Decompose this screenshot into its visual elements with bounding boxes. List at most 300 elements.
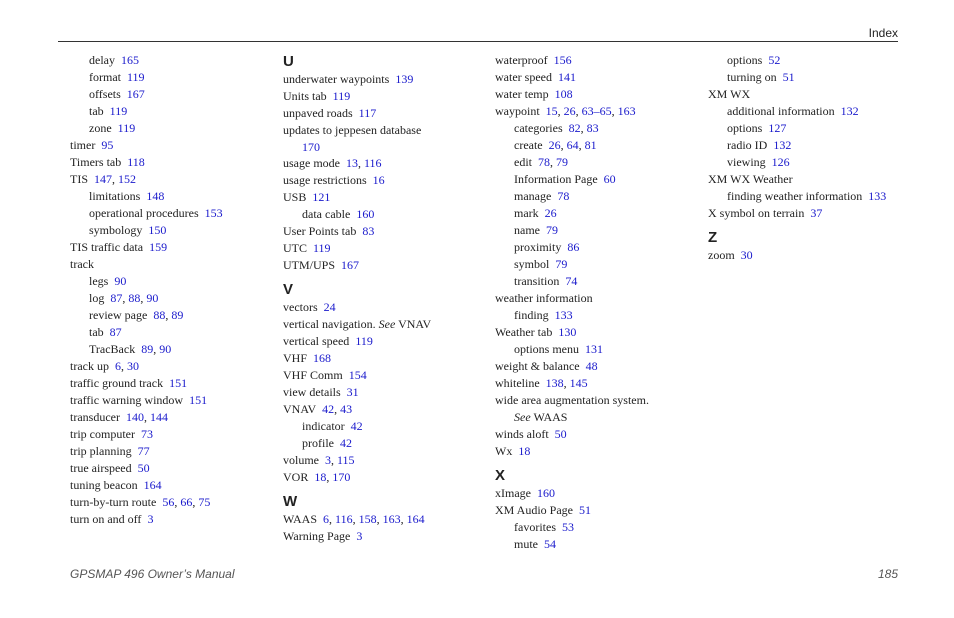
page-link[interactable]: 151 [169, 376, 188, 390]
entry-term: WAAS [283, 512, 318, 526]
page-references [318, 300, 336, 314]
index-subentry [495, 154, 700, 171]
page-link[interactable]: 138 [545, 376, 564, 390]
page-link[interactable]: 42 [350, 419, 363, 433]
index-entry [283, 384, 488, 401]
page-link[interactable]: 140 [125, 410, 144, 424]
page-references [302, 140, 320, 154]
page-link[interactable]: 42 [340, 436, 352, 450]
page-link[interactable]: 90 [114, 274, 127, 288]
page-references: 88, 89 [153, 308, 184, 322]
page-references [349, 334, 373, 348]
page-link[interactable]: 50 [137, 461, 150, 475]
page-references [138, 478, 162, 492]
entry-term: track [70, 257, 94, 271]
entry-term: indicator [302, 419, 345, 433]
page-link[interactable]: 90 [146, 291, 159, 305]
page-link[interactable]: 16 [372, 173, 385, 187]
index-entry [70, 137, 275, 154]
entry-term: XM WX [708, 87, 751, 101]
page-link[interactable]: 121 [312, 190, 331, 204]
page-references [540, 223, 558, 237]
index-entry [283, 401, 488, 418]
entry-term: turn on and off [70, 512, 142, 526]
page-link[interactable]: 79 [556, 155, 568, 169]
header-rule [58, 41, 898, 42]
page-link[interactable]: 156 [553, 53, 572, 67]
page-link[interactable]: 3 [147, 512, 154, 526]
page-references [862, 189, 886, 203]
page-link[interactable]: 168 [313, 351, 332, 365]
entry-term: categories [514, 121, 563, 135]
entry-term: zone [89, 121, 112, 135]
page-link[interactable]: 13 [345, 156, 358, 170]
page-references [142, 223, 166, 237]
page-link[interactable]: 108 [554, 87, 573, 101]
page-link[interactable]: 119 [117, 121, 136, 135]
entry-term: transition [514, 274, 560, 288]
page-link[interactable]: 163 [382, 512, 401, 526]
page-references [163, 376, 187, 390]
page-link[interactable]: 88 [128, 291, 141, 305]
index-entry [283, 469, 488, 486]
page-link[interactable]: 3 [325, 453, 331, 467]
page-references [598, 172, 616, 186]
page-link[interactable]: 77 [137, 444, 150, 458]
page-references [539, 206, 557, 220]
index-subentry [495, 341, 700, 358]
index-subentry [495, 273, 700, 290]
page-references: 3, 115 [325, 453, 355, 467]
page-link[interactable]: 167 [126, 87, 145, 101]
index-entry [495, 375, 700, 392]
entry-term: trip computer [70, 427, 135, 441]
page-link[interactable]: 139 [395, 72, 414, 86]
page-link[interactable]: 75 [198, 495, 211, 509]
index-subentry [495, 137, 700, 154]
page-link[interactable]: 26 [544, 206, 557, 220]
index-entry [283, 71, 488, 88]
page-link[interactable]: 119 [355, 334, 373, 348]
page-link[interactable]: 43 [340, 402, 353, 416]
index-entry [495, 392, 700, 409]
page-link[interactable]: 18 [314, 470, 327, 484]
page-references [367, 173, 385, 187]
index-entry [283, 88, 488, 105]
index-subentry [283, 139, 488, 155]
page-link[interactable]: 87 [110, 291, 123, 305]
page-references [356, 224, 374, 238]
index-entry [495, 426, 700, 443]
page-references [556, 520, 574, 534]
page-link[interactable]: 164 [143, 478, 162, 492]
entry-term: Information Page [514, 172, 598, 186]
index-entry [283, 511, 488, 528]
entry-term: operational procedures [89, 206, 199, 220]
index-entry [283, 299, 488, 316]
entry-term: Weather tab [495, 325, 553, 339]
page-link[interactable]: 152 [118, 172, 136, 186]
index-subentry [70, 86, 275, 103]
page-link[interactable]: 160 [356, 207, 375, 221]
index-subentry [70, 103, 275, 120]
page-link[interactable]: 164 [406, 512, 425, 526]
page-link[interactable]: 116 [335, 512, 353, 526]
entry-term: Wx [495, 444, 513, 458]
page-link[interactable]: 50 [554, 427, 567, 441]
page-link[interactable]: 83 [362, 224, 375, 238]
entry-term: vectors [283, 300, 318, 314]
page-link[interactable]: 160 [536, 486, 555, 500]
entry-term: symbol [514, 257, 550, 271]
page-link[interactable]: 31 [346, 385, 359, 399]
entry-term: UTM/UPS [283, 258, 336, 272]
page-link[interactable]: 119 [109, 104, 128, 118]
page-link[interactable]: 86 [567, 240, 580, 254]
page-link[interactable]: 54 [544, 537, 556, 551]
see-reference-label: See [514, 410, 531, 424]
entry-term: TIS [70, 172, 88, 186]
page-link[interactable]: 119 [127, 70, 145, 84]
entry-term: underwater waypoints [283, 72, 390, 86]
page-references [549, 308, 573, 322]
index-subentry [708, 52, 913, 69]
index-entry [283, 122, 488, 139]
page-references [341, 385, 359, 399]
page-link[interactable]: 63–65 [581, 104, 612, 118]
page-link[interactable]: 52 [768, 53, 781, 67]
page-references: 140, 144 [125, 410, 168, 424]
page-references [512, 444, 530, 458]
index-subentry [708, 137, 913, 154]
index-subentry [708, 154, 913, 171]
page-references: 56, 66, 75 [162, 495, 211, 509]
index-entry [495, 358, 700, 375]
page-link[interactable]: 116 [363, 156, 382, 170]
entry-term: User Points tab [283, 224, 357, 238]
index-entry [70, 409, 275, 426]
page-link[interactable]: 81 [584, 138, 597, 152]
page-references [183, 393, 207, 407]
entry-term: TracBack [89, 342, 136, 356]
page-link[interactable]: 119 [332, 89, 351, 103]
entry-term: review page [89, 308, 148, 322]
entry-term: USB [283, 190, 307, 204]
page-link[interactable]: 30 [740, 248, 753, 262]
page-link[interactable]: 131 [585, 342, 603, 356]
page-link[interactable]: 147 [94, 172, 112, 186]
page-link[interactable]: 82 [568, 121, 581, 135]
entry-term: edit [514, 155, 532, 169]
page-references [141, 512, 153, 526]
entry-term: limitations [89, 189, 141, 203]
page-link[interactable]: 79 [546, 223, 558, 237]
page-references [108, 274, 126, 288]
entry-term: VNAV [283, 402, 317, 416]
index-subentry [708, 120, 913, 137]
page-references [104, 325, 122, 339]
page-references [552, 70, 576, 84]
page-link[interactable]: 30 [126, 359, 139, 373]
page-references: 26, 64, 81 [548, 138, 597, 152]
entry-term: usage mode [283, 156, 340, 170]
index-subentry [495, 205, 700, 222]
page-references [573, 503, 591, 517]
entry-term: name [514, 223, 540, 237]
index-subentry [495, 188, 700, 205]
page-link[interactable]: 126 [771, 155, 790, 169]
page-link[interactable]: 153 [204, 206, 223, 220]
entry-term: options [727, 53, 763, 67]
entry-term: proximity [514, 240, 562, 254]
entry-term: weather information [495, 291, 593, 305]
index-entry [283, 316, 488, 333]
page-references [350, 529, 362, 543]
entry-term: data cable [302, 207, 351, 221]
page-references [115, 53, 139, 67]
index-subentry [70, 222, 275, 239]
page-link[interactable]: 87 [109, 325, 122, 339]
page-references [766, 155, 790, 169]
page-link[interactable]: 79 [555, 257, 568, 271]
entry-term: symbology [89, 223, 143, 237]
entry-term: XM Audio Page [495, 503, 573, 517]
entry-term: profile [302, 436, 334, 450]
page-link[interactable]: 159 [149, 240, 168, 254]
index-subentry [70, 52, 275, 69]
index-entry [283, 367, 488, 384]
page-link[interactable]: 74 [565, 274, 578, 288]
page-link[interactable]: 51 [782, 70, 795, 84]
index-entry [283, 333, 488, 350]
index-entry [70, 443, 275, 460]
page-references [327, 89, 351, 103]
page-references [334, 436, 352, 450]
page-link[interactable]: 60 [603, 172, 616, 186]
page-link[interactable]: 145 [569, 376, 588, 390]
page-references: 138, 145 [545, 376, 588, 390]
page-link[interactable]: 89 [171, 308, 184, 322]
entry-term: create [514, 138, 543, 152]
entry-term: true airspeed [70, 461, 132, 475]
page-references [835, 104, 859, 118]
index-entry [70, 239, 275, 256]
page-link[interactable]: 78 [557, 189, 570, 203]
page-link[interactable]: 15 [545, 104, 558, 118]
page-references [549, 87, 573, 101]
page-link[interactable]: 170 [302, 140, 320, 154]
index-entry [495, 485, 700, 502]
entry-term: favorites [514, 520, 556, 534]
page-link[interactable]: 141 [557, 70, 576, 84]
entry-term: turn-by-turn route [70, 495, 157, 509]
page-link[interactable]: 88 [153, 308, 166, 322]
page-references [345, 419, 363, 433]
page-references: 13, 116 [345, 156, 382, 170]
page-link[interactable]: 73 [140, 427, 153, 441]
index-entry [283, 172, 488, 189]
page-link[interactable]: 127 [768, 121, 787, 135]
page-link[interactable]: 167 [341, 258, 360, 272]
page-references [549, 257, 567, 271]
entry-term: traffic ground track [70, 376, 164, 390]
index-subentry [495, 307, 700, 324]
page-references [121, 70, 145, 84]
page-link[interactable]: 66 [180, 495, 193, 509]
page-link[interactable]: 144 [149, 410, 168, 424]
index-subentry [495, 409, 700, 426]
index-entry [70, 154, 275, 171]
page-link[interactable]: 132 [773, 138, 792, 152]
page-link[interactable]: 154 [348, 368, 367, 382]
page-link[interactable]: 3 [356, 529, 363, 543]
index-subentry [70, 205, 275, 222]
page-references [307, 351, 331, 365]
entry-term: delay [89, 53, 115, 67]
page-references [199, 206, 223, 220]
entry-term: traffic warning window [70, 393, 184, 407]
page-link[interactable]: 148 [146, 189, 165, 203]
entry-term: Units tab [283, 89, 327, 103]
page-references [121, 155, 145, 169]
entry-term: weight & balance [495, 359, 580, 373]
page-references [307, 241, 331, 255]
page-link[interactable]: 51 [579, 503, 591, 517]
page-link[interactable]: 26 [563, 104, 576, 118]
page-link[interactable]: 119 [313, 241, 331, 255]
index-entry [495, 103, 700, 120]
index-subentry [708, 188, 913, 205]
index-subentry [495, 171, 700, 188]
index-subentry [70, 273, 275, 290]
index-entry [283, 528, 488, 545]
index-entry [70, 171, 275, 188]
page-references [353, 106, 377, 120]
index-subentry [495, 120, 700, 137]
page-link[interactable]: 78 [538, 155, 550, 169]
entry-term: track up [70, 359, 109, 373]
page-link[interactable]: 56 [162, 495, 175, 509]
page-references: 15, 26, 63–65, 163 [545, 104, 636, 118]
index-letter-heading: Z [708, 229, 718, 246]
index-entry [70, 494, 275, 511]
entry-term: VHF [283, 351, 308, 365]
index-subentry [283, 206, 488, 223]
page-link[interactable]: 48 [585, 359, 598, 373]
index-subentry [70, 69, 275, 86]
page-references [389, 72, 413, 86]
index-entry [283, 240, 488, 257]
see-reference-target: VNAV [398, 317, 432, 331]
entry-term: zoom [708, 248, 735, 262]
page-references [104, 104, 128, 118]
index-subentry [495, 519, 700, 536]
page-references: 147, 152 [94, 172, 136, 186]
page-link[interactable]: 150 [148, 223, 167, 237]
index-subentry [708, 103, 913, 120]
page-link[interactable]: 37 [810, 206, 823, 220]
page-link[interactable]: 95 [101, 138, 114, 152]
page-link[interactable]: 6 [114, 359, 121, 373]
entry-term: tuning beacon [70, 478, 138, 492]
page-link[interactable]: 53 [561, 520, 574, 534]
entry-term: updates to jeppesen database [283, 123, 422, 137]
page-link[interactable]: 42 [322, 402, 335, 416]
index-entry [70, 426, 275, 443]
entry-term: transducer [70, 410, 120, 424]
index-entry [283, 155, 488, 172]
page-link[interactable]: 133 [868, 189, 887, 203]
page-link[interactable]: 89 [141, 342, 154, 356]
entry-term: finding [514, 308, 549, 322]
page-link[interactable]: 24 [323, 300, 336, 314]
page-references [95, 138, 113, 152]
page-link[interactable]: 64 [566, 138, 579, 152]
entry-term: VHF Comm [283, 368, 343, 382]
page-link[interactable]: 6 [323, 512, 330, 526]
index-entry [70, 460, 275, 477]
page-link[interactable]: 165 [121, 53, 139, 67]
entry-term: waterproof [495, 53, 548, 67]
index-subentry [70, 188, 275, 205]
page-link[interactable]: 83 [586, 121, 599, 135]
page-references [135, 427, 153, 441]
entry-term: tab [89, 104, 104, 118]
page-references [343, 368, 367, 382]
page-link[interactable]: 151 [189, 393, 208, 407]
page-link[interactable]: 163 [617, 104, 636, 118]
page-references [579, 342, 603, 356]
entry-term: TIS traffic data [70, 240, 144, 254]
page-link[interactable]: 132 [840, 104, 859, 118]
page-link[interactable]: 90 [159, 342, 172, 356]
entry-term: volume [283, 453, 319, 467]
entry-term: water temp [495, 87, 549, 101]
index-entry [70, 477, 275, 494]
entry-term: manage [514, 189, 552, 203]
page-references [762, 121, 786, 135]
entry-term: options menu [514, 342, 579, 356]
index-entry [708, 247, 913, 264]
index-letter-heading: U [283, 53, 294, 70]
page-references [559, 274, 577, 288]
page-link[interactable]: 170 [332, 470, 351, 484]
page-references: 42, 43 [322, 402, 353, 416]
page-references [735, 248, 753, 262]
page-link[interactable]: 18 [518, 444, 531, 458]
entry-term: finding weather information [727, 189, 863, 203]
index-entry [708, 86, 913, 103]
page-link[interactable]: 158 [358, 512, 377, 526]
page-references [777, 70, 795, 84]
page-link[interactable]: 118 [127, 155, 145, 169]
page-link[interactable]: 130 [558, 325, 577, 339]
page-link[interactable]: 115 [337, 453, 355, 467]
index-column-4 [708, 52, 913, 264]
page-references [143, 240, 167, 254]
index-subentry [70, 324, 275, 341]
index-subentry [495, 256, 700, 273]
page-link[interactable]: 133 [554, 308, 573, 322]
page-link[interactable]: 26 [548, 138, 561, 152]
index-entry [70, 358, 275, 375]
index-entry [283, 189, 488, 206]
index-entry [708, 171, 913, 188]
page-link[interactable]: 117 [358, 106, 377, 120]
footer-page-number: 185 [877, 567, 898, 581]
index-column-3 [495, 52, 700, 553]
index-subentry [70, 307, 275, 324]
